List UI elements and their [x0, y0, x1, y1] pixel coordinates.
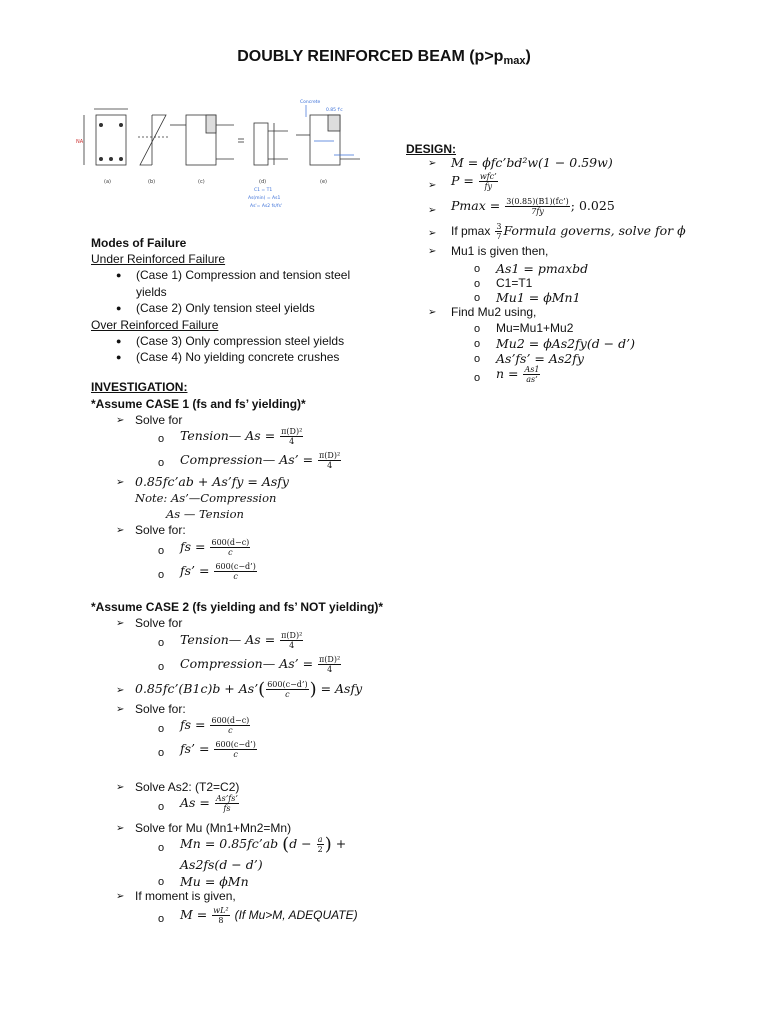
- mu1-formula: Mu1 = ϕMn1: [496, 290, 581, 305]
- solve-mu-label: Solve for Mu (Mn1+Mn2=Mn): [135, 821, 292, 835]
- svg-text:As(min) = As1: As(min) = As1: [248, 196, 281, 201]
- as-fs-formula: As’fs’ = As2fy: [496, 351, 584, 366]
- page-title: DOUBLY REINFORCED BEAM $(p>p_{max})$: [237, 48, 531, 67]
- svg-text:As'= As2 fs/fs': As'= As2 fs/fs': [250, 204, 283, 209]
- arrow-bullet-icon: ➢: [428, 205, 437, 216]
- circle-bullet-icon: o: [474, 323, 481, 335]
- p-formula: P = $\frac{\text{wfc’}}{fy}$: [451, 172, 497, 191]
- circle-bullet-icon: o: [158, 545, 165, 557]
- circle-bullet-icon: o: [158, 913, 165, 925]
- design-moment-formula: M = ϕfc’bd²w(1 − 0.59w): [451, 155, 613, 170]
- arrow-bullet-icon: ➢: [428, 228, 437, 239]
- arrow-bullet-icon: ➢: [116, 823, 125, 834]
- svg-text:(b): (b): [148, 179, 156, 185]
- circle-bullet-icon: o: [158, 661, 165, 673]
- mn-formula-cont: As2fs(d − d’): [180, 857, 263, 872]
- modes-heading: Modes of Failure: [91, 236, 187, 250]
- circle-bullet-icon: o: [158, 747, 165, 759]
- mu-formula: Mu = ϕMn: [180, 874, 249, 889]
- circle-bullet-icon: o: [474, 292, 481, 304]
- investigation-heading: INVESTIGATION:: [91, 380, 188, 394]
- svg-text:C1 = T1: C1 = T1: [254, 188, 273, 193]
- svg-text:NA: NA: [76, 139, 84, 145]
- svg-text:(c): (c): [198, 179, 205, 185]
- pmax-formula: Pmax = $\frac{3(0.85)(B1)(fc’)}{7fy}$ ; 0.025: [451, 197, 615, 216]
- arrow-bullet-icon: ➢: [116, 415, 125, 426]
- bullet-icon: ●: [116, 336, 122, 346]
- case4-text: (Case 4) No yielding concrete crushes: [136, 350, 340, 364]
- circle-bullet-icon: o: [158, 842, 165, 854]
- circle-bullet-icon: o: [474, 372, 481, 384]
- svg-text:(e): (e): [320, 179, 327, 185]
- bullet-icon: ●: [116, 270, 122, 280]
- mn-formula: Mn = 0.85fc’ab (d − $\frac{a}{2}$ ) +: [180, 834, 347, 855]
- arrow-bullet-icon: ➢: [116, 525, 125, 536]
- circle-bullet-icon: o: [158, 876, 165, 888]
- compression-formula-case2: Compression— As’ = $\frac{\text{π(D)²}}{4}$: [180, 655, 341, 674]
- beam-diagram: [74, 95, 374, 220]
- case3-text: (Case 3) Only compression steel yields: [136, 334, 345, 348]
- case1-text-cont: yields: [136, 285, 167, 299]
- arrow-bullet-icon: ➢: [116, 618, 125, 629]
- circle-bullet-icon: o: [474, 338, 481, 350]
- tension-formula: Tension— As = $\frac{\text{π(D)²}}{4}$: [180, 427, 303, 446]
- pmax-condition: If pmax $\frac{3}{7}$ Formula governs, solve for ϕ: [451, 222, 686, 241]
- solve-for-label: Solve for:: [135, 702, 186, 716]
- equilibrium-eq-case1: 0.85fc’ab + As’fy = Asfy: [135, 474, 289, 489]
- arrow-bullet-icon: ➢: [428, 246, 437, 257]
- fs-prime-formula-case2: fs’ = $\frac{600(c-d’)}{c}$: [180, 740, 256, 759]
- as-formula: As = $\frac{As’fs’}{fs}$: [180, 794, 238, 813]
- note-compression: Note: As’—Compression: [135, 491, 277, 505]
- circle-bullet-icon: o: [158, 457, 165, 469]
- assume-case1: *Assume CASE 1 (fs and fs’ yielding)*: [91, 397, 306, 411]
- svg-text:(a): (a): [104, 179, 111, 185]
- case2-text: (Case 2) Only tension steel yields: [136, 301, 315, 315]
- case1-text: (Case 1) Compression and tension steel: [136, 268, 351, 282]
- arrow-bullet-icon: ➢: [428, 158, 437, 169]
- if-moment-label: If moment is given,: [135, 889, 236, 903]
- arrow-bullet-icon: ➢: [116, 891, 125, 902]
- find-mu2-label: Find Mu2 using,: [451, 305, 537, 319]
- arrow-bullet-icon: ➢: [116, 704, 125, 715]
- circle-bullet-icon: o: [158, 637, 165, 649]
- circle-bullet-icon: o: [158, 801, 165, 813]
- arrow-bullet-icon: ➢: [116, 685, 125, 696]
- note-tension: As — Tension: [166, 507, 244, 521]
- fs-prime-formula: fs’ = $\frac{600(c-d’)}{c}$: [180, 562, 256, 581]
- circle-bullet-icon: o: [158, 723, 165, 735]
- bullet-icon: ●: [116, 303, 122, 313]
- circle-bullet-icon: o: [474, 353, 481, 365]
- n-formula: n = $\frac{As1}{as’}$: [496, 365, 540, 384]
- over-reinforced-label: Over Reinforced Failure: [91, 318, 219, 332]
- mu1-given-label: Mu1 is given then,: [451, 244, 549, 258]
- design-heading: DESIGN:: [406, 142, 457, 156]
- fs-formula: fs = $\frac{600(d-c)}{c}$: [180, 538, 250, 557]
- circle-bullet-icon: o: [474, 278, 481, 290]
- solve-for-label: Solve for:: [135, 523, 186, 537]
- circle-bullet-icon: o: [158, 569, 165, 581]
- svg-text:Concrete: Concrete: [300, 100, 321, 105]
- bullet-icon: ●: [116, 352, 122, 362]
- as1-formula: As1 = pmaxbd: [496, 261, 589, 276]
- compression-formula: Compression— As’ = $\frac{\text{π(D)²}}{4}$: [180, 451, 341, 470]
- mu2-formula: Mu2 = ϕAs2fy(d − d’): [496, 336, 635, 351]
- circle-bullet-icon: o: [158, 433, 165, 445]
- svg-text:(d): (d): [259, 179, 267, 185]
- under-reinforced-label: Under Reinforced Failure: [91, 252, 226, 266]
- solve-as2-label: Solve As2: (T2=C2): [135, 780, 240, 794]
- c1-t1-text: C1=T1: [496, 276, 533, 290]
- fs-formula-case2: fs = $\frac{600(d-c)}{c}$: [180, 716, 250, 735]
- tension-formula-case2: Tension— As = $\frac{\text{π(D)²}}{4}$: [180, 631, 303, 650]
- assume-case2: *Assume CASE 2 (fs yielding and fs’ NOT yielding)*: [91, 600, 384, 614]
- solve-for-label: Solve for: [135, 616, 183, 630]
- circle-bullet-icon: o: [474, 263, 481, 275]
- arrow-bullet-icon: ➢: [116, 477, 125, 488]
- moment-formula: M = $\frac{\text{wL²}}{8}$ (If Mu>M, ADEQUATE): [180, 906, 358, 925]
- arrow-bullet-icon: ➢: [428, 307, 437, 318]
- mu-sum-text: Mu=Mu1+Mu2: [496, 321, 574, 335]
- solve-for-label: Solve for: [135, 413, 183, 427]
- svg-text:0.85 f'c: 0.85 f'c: [326, 108, 343, 113]
- arrow-bullet-icon: ➢: [428, 180, 437, 191]
- equilibrium-eq-case2: 0.85fc’(B1c)b + As’( $\frac{600(c-d’)}{c}$ ) = Asfy: [135, 679, 363, 700]
- arrow-bullet-icon: ➢: [116, 782, 125, 793]
